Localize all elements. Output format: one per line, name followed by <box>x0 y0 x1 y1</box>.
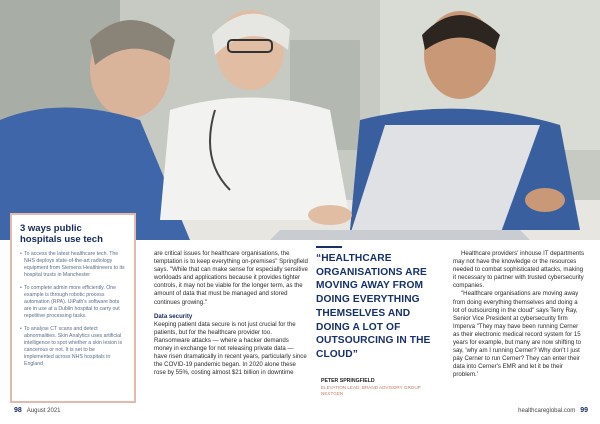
sidebar-list <box>20 251 126 368</box>
website-link[interactable]: healthcareglobal.com <box>518 408 576 414</box>
pullquote-rule <box>316 246 342 248</box>
body-paragraph: are critical issues for healthcare organisations, the temptation is to keep everything on-premises" Springfield says. "While that can make sense for especially sensitive workloads and applications because it provides tighter controls, it may not be viable for the longer term, as the amount of data that must be managed and stored continues growing." <box>154 250 308 306</box>
sidebar-item-text: To analyse CT scans and detect abnormalities. Skin Analytics uses artificial intelligence to spot whether a skin lesion is cancerous or not. It is set to be implemented across NHS hospitals in England <box>24 326 123 367</box>
bullet-icon: • <box>20 251 22 257</box>
body-column-3 <box>453 250 585 380</box>
body-paragraph: Keeping patient data secure is not just crucial for the patients, but for the healthcare provider too. Ransomware attacks — where a hacker demands money in exchange for not releasing private data — have risen dramatically in recent years, particularly since the COVID-19 pandemic began. In 2020 alone these rose by 55%, costing almost $21 billion in downtime <box>154 320 307 377</box>
pull-quote: “HEALTHCARE ORGANISATIONS ARE MOVING AWAY FROM DOING EVERYTHING THEMSELVES AND DOING A LOT OF OUTSOURCING IN THE CLOUD” <box>316 253 431 360</box>
bullet-icon: • <box>20 285 22 291</box>
footer-right <box>518 407 588 414</box>
body-column-1 <box>154 250 308 377</box>
issue-date: August 2021 <box>26 408 61 414</box>
sidebar-item-text: To complete admin more efficiently. One example is through robotic process automation (RPA). UiPath's software bots are in use at a Dublin hospital to carry out repetitive processing tasks. <box>24 285 120 319</box>
sidebar-title: 3 ways public hospitals use tech <box>20 223 103 245</box>
sidebar-box <box>10 213 136 403</box>
section-subheading: Data security <box>154 312 193 320</box>
body-paragraph: Healthcare providers' inhouse IT departments may not have the knowledge or the resources needed to combat sophisticated attacks, making it necessary to partner with trusted cybersecurity companies. <box>453 250 584 290</box>
sidebar-list-item <box>20 251 126 279</box>
sidebar-list-item <box>20 285 126 320</box>
body-paragraph: "Healthcare organisations are moving away from doing everything themselves and doing a lot of outsourcing in the cloud" says Terry Ray, Senior Vice President at cybersecurity firm Imperva "They may have been running Cerner as their electronic medical record system for 15 years for example, but many are now shifting to say, 'why am I running Cerner? Why don't I just pay Cerner to run Cerner? They can enter their data into Cerner's EMR and let it be their problem.' <box>453 290 582 379</box>
page-number-left: 98 <box>14 407 22 414</box>
sidebar-item-text: To access the latest healthcare tech. The NHS deploys state-of-the-art radiology equipment from Siemens Healthineers to its hospital trusts in Manchester <box>24 251 125 278</box>
quote-attribution-name: PETER SPRINGFIELD <box>321 378 375 384</box>
bullet-icon: • <box>20 326 22 332</box>
quote-attribution-role: ELEVATION LEAD, BRAND ADVISORY GROUP NEXTGEN <box>321 385 421 396</box>
sidebar-list-item <box>20 326 126 368</box>
footer-left <box>14 407 61 414</box>
page-number-right: 99 <box>580 407 588 414</box>
